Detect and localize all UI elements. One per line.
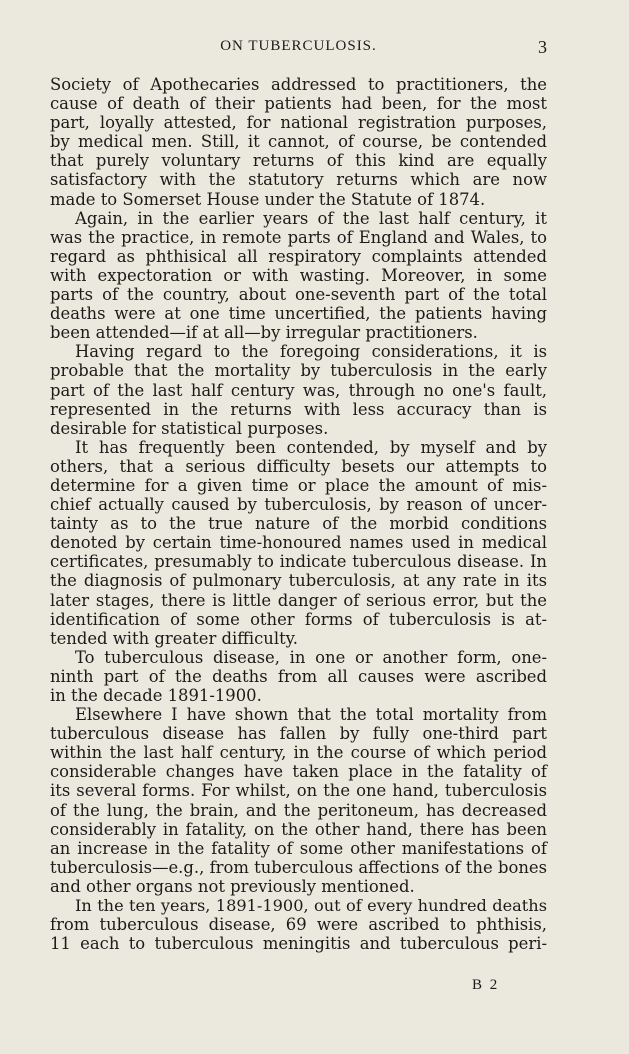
text-line: chief actually caused by tuberculosis, by reason of uncer- [50, 495, 547, 515]
text-line: parts of the country, about one-seventh part of the total [50, 285, 547, 305]
text-line: later stages, there is little danger of serious error, but the [50, 590, 547, 610]
text-line: tended with greater difficulty. [50, 628, 298, 648]
text-line: that purely voluntary returns of this kind are equally [50, 151, 547, 171]
signature-mark: B 2 [472, 977, 500, 993]
text-line: tuberculosis—e.g., from tuberculous affections of the bones [50, 857, 547, 877]
text-line: and other organs not previously mentioned. [50, 876, 415, 896]
text-line: deaths were at one time uncertified, the patients having [50, 304, 547, 324]
text-line: represented in the returns with less accuracy than is [50, 399, 547, 419]
text-line: part, loyally attested, for national registration purposes, [50, 113, 547, 133]
text-line: made to Somerset House under the Statute of 1874. [50, 189, 486, 209]
running-title: ON TUBERCULOSIS. [220, 38, 377, 54]
text-line: with expectoration or with wasting. Moreover, in some [50, 265, 547, 285]
text-line: considerable changes have taken place in the fatality of [50, 762, 547, 782]
text-line: considerably in fatality, on the other hand, there has been [50, 819, 547, 839]
running-head [50, 38, 547, 60]
text-line: others, that a serious difficulty besets our attempts to [50, 456, 547, 476]
text-line: tainty as to the true nature of the morbid conditions [50, 514, 547, 534]
text-line: by medical men. Still, it cannot, of course, be contended [50, 132, 547, 152]
text-line: satisfactory with the statutory returns which are now [50, 170, 547, 190]
text-line: regard as phthisical all respiratory complaints attended [50, 246, 547, 266]
text-line: determine for a given time or place the amount of mis- [50, 475, 547, 495]
page-number: 3 [538, 37, 547, 57]
text-line: Again, in the earlier years of the last half century, it [75, 208, 547, 228]
text-line: probable that the mortality by tuberculosis in the early [50, 361, 547, 381]
text-line: in the decade 1891-1900. [50, 686, 262, 705]
text-line: from tuberculous disease, 69 were ascribed to phthisis, [50, 915, 547, 935]
body-text [50, 75, 547, 953]
text-line: an increase in the fatality of some other manifestations of [50, 838, 547, 858]
text-line: tuberculous disease has fallen by fully one-third part [50, 724, 547, 744]
text-line: identification of some other forms of tuberculosis is at- [50, 609, 547, 629]
text-line: within the last half century, in the course of which period [50, 743, 547, 763]
text-line: its several forms. For whilst, on the one hand, tuberculosis [50, 781, 547, 801]
text-line: Society of Apothecaries addressed to practitioners, the [50, 75, 547, 94]
text-line: denoted by certain time-honoured names used in medical [50, 533, 547, 553]
text-line: In the ten years, 1891-1900, out of every hundred deaths [75, 896, 547, 916]
text-line: the diagnosis of pulmonary tuberculosis, at any rate in its [50, 571, 547, 591]
text-line: Elsewhere I have shown that the total mortality from [75, 705, 547, 725]
text-line: 11 each to tuberculous meningitis and tuberculous peri- [50, 934, 547, 954]
text-line: cause of death of their patients had been, for the most [50, 94, 547, 114]
text-line: ninth part of the deaths from all causes were ascribed [50, 666, 547, 686]
text-line: To tuberculous disease, in one or another form, one- [75, 647, 547, 667]
text-line: certificates, presumably to indicate tuberculous disease. In [50, 552, 547, 572]
text-line: part of the last half century was, through no one's fault, [50, 380, 547, 400]
text-line: It has frequently been contended, by myself and by [75, 437, 547, 457]
text-line: desirable for statistical purposes. [50, 418, 329, 438]
text-line: of the lung, the brain, and the peritoneum, has decreased [50, 800, 547, 820]
text-line: been attended—if at all—by irregular practitioners. [50, 323, 478, 343]
text-line: was the practice, in remote parts of England and Wales, to [50, 227, 547, 247]
text-line: Having regard to the foregoing considerations, it is [75, 342, 547, 362]
